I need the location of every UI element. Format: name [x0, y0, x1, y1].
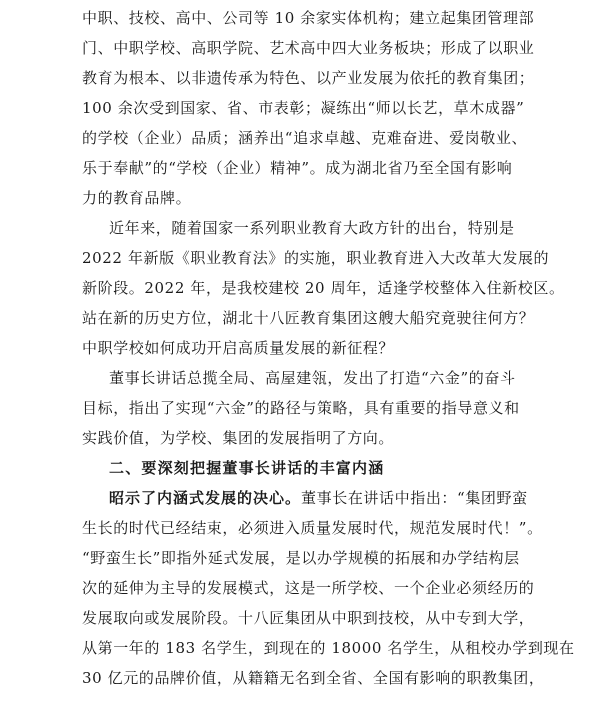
text-line: 次的延伸为主导的发展模式，这是一所学校、一个企业必须经历的	[82, 579, 535, 597]
text-line: 发展取向或发展阶段。十八匠集团从中职到技校，从中专到大学，	[82, 609, 535, 627]
text-line: 生长的时代已经结束，必须进入质量发展时代，规范发展时代！”。	[82, 519, 543, 537]
text-line: 实践价值，为学校、集团的发展指明了方向。	[82, 429, 395, 447]
paragraph-first-line	[0, 483, 596, 513]
paragraph-lead-bold: 昭示了内涵式发展的决心。	[109, 489, 302, 507]
text-line: 30 亿元的品牌价值，从籍籍无名到全省、全国有影响的职教集团，	[82, 669, 545, 687]
text-line: 从第一年的 183 名学生，到现在的 18000 名学生，从租校办学到现在	[82, 639, 575, 657]
paragraph-first-line: 董事长讲话总揽全局、高屋建瓴，发出了打造“六金”的奋斗	[109, 369, 516, 387]
text-line: 门、中职学校、高职学院、艺术高中四大业务板块；形成了以职业	[82, 39, 535, 57]
text-line: 的学校（企业）品质；涵养出“追求卓越、克难奋进、爱岗敬业、	[82, 129, 528, 147]
text-line: “野蛮生长”即指外延式发展，是以办学规模的拓展和办学结构层	[82, 549, 520, 567]
text-line: 中职、技校、高中、公司等 10 余家实体机构；建立起集团管理部	[82, 9, 535, 27]
paragraph-first-line: 近年来，随着国家一系列职业教育大政方针的出台，特别是	[109, 219, 515, 237]
text-line: 力的教育品牌。	[82, 189, 192, 207]
section-heading: 二、要深刻把握董事长讲话的丰富内涵	[109, 459, 385, 477]
text-line: 教育为根本、以非遗传承为特色、以产业发展为依托的教育集团；	[82, 69, 535, 87]
text-line: 新阶段。2022 年，是我校建校 20 周年，适逢学校整体入住新校区。	[82, 279, 565, 297]
text-line: 乐于奉献”的“学校（企业）精神”。成为湖北省乃至全国有影响	[82, 159, 513, 177]
text-line: 站在新的历史方位，湖北十八匠教育集团这艘大船究竟驶往何方？	[82, 309, 535, 327]
text-line: 100 余次受到国家、省、市表彰；凝练出“师以长艺，草木成器”	[82, 99, 525, 117]
text-line: 2022 年新版《职业教育法》的实施，职业教育进入大改革大发展的	[82, 249, 550, 267]
text-line: 目标，指出了实现“六金”的路径与策略，具有重要的指导意义和	[82, 399, 520, 417]
text-line: 中职学校如何成功开启高质量发展的新征程？	[82, 339, 395, 357]
paragraph-lead-rest: 董事长在讲话中指出：“集团野蛮	[301, 489, 528, 507]
